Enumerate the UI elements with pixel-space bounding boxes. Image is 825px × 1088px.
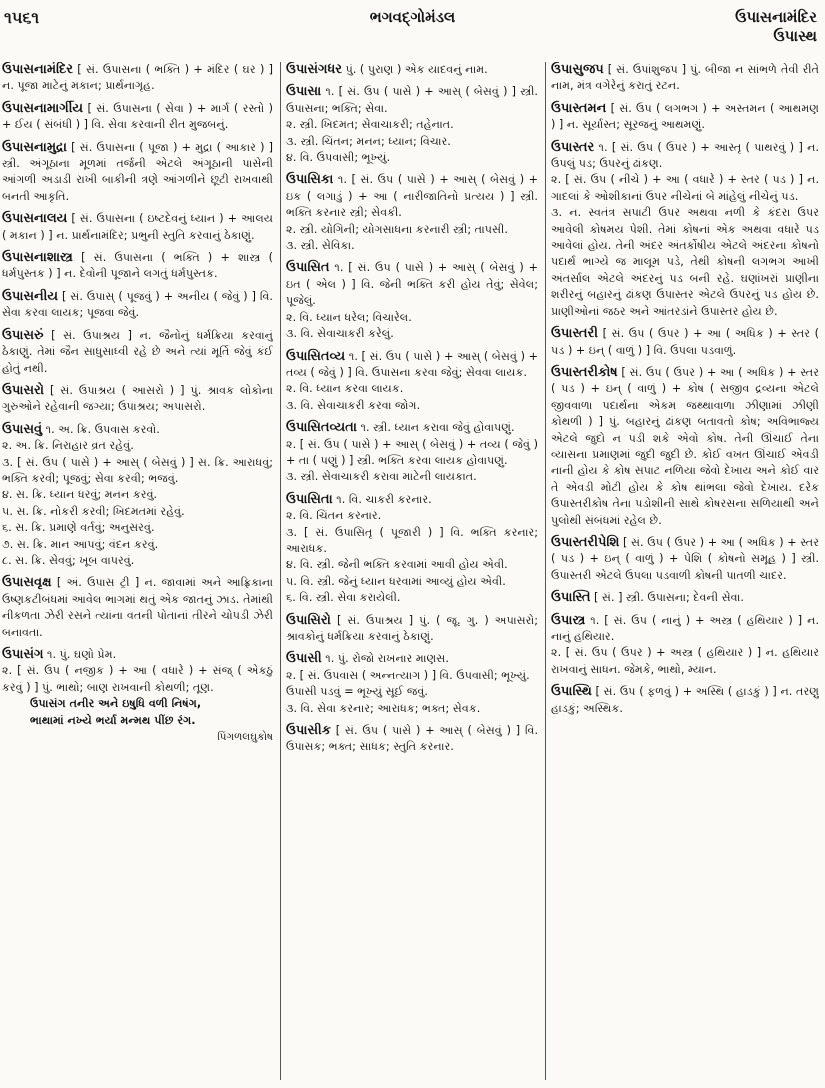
definition-line: ૧. [ સં. ઉપ ( પાસે ) + આસ્ ( બેસવું ) + ઇક ( લગાડું ) + આ ( નારીજાતિનો પ્રત્યય ) ] સ્ત્રી. ભક્તિ કરનાર સ્ત્રી; સેવકી. (286, 173, 538, 220)
definition-line: [ સં. ઉપાસના ( સેવા ) + માર્ગ ( રસ્તો ) + ઈય ( સંબંધી ) ] વિ. સેવા કરવાની રીત મુજબનું. (2, 101, 273, 132)
headword: ઉપાસંગ (2, 647, 44, 662)
headword: ઉપાસિત (286, 260, 330, 276)
definition-line: [ સં. ઉપાસના ( ભક્તિ ) + મંદિર ( ઘર ) ] ન. પૂજા માટેનું મકાન; પ્રાર્થનાગૃહ. (2, 63, 273, 93)
dictionary-entry (286, 349, 538, 415)
headword: ઉપાસીક (286, 723, 331, 739)
headword: ઉપાસવૃક્ષ (2, 575, 52, 591)
definition-line: [ સં. ઉપ ( ફળવું ) + અસ્થિ ( હાડકું ) ] ન. તરણુ હાડકું; અસ્થિક. (551, 685, 819, 715)
definition-line: [ સં. ઉપાશ્રય ] પું. ( જૂ. ગુ. ) અપાસરો; શ્રાવકોનું ધર્મક્રિયા કરવાનું ઠેકાણું. (286, 613, 538, 643)
definition-line: ૨. સ્ત્રી. યોગિની; યોગસાધના કરનારી સ્ત્રી; તાપસી. (286, 222, 508, 236)
column-right (551, 62, 819, 1084)
headword: ઉપાસનાલય (2, 211, 68, 227)
headword: ઉપાસ્થિ (551, 684, 592, 700)
definition-line: ૩. ન. સ્વતંત્ર સપાટી ઉપર અથવા નળી કે કંદરા ઉપર આવેલી કોષમય પેશી. તેમાં કોષનાં એક અથવા વધારે પડ આવેલાં હોય. તેની અંદર અંતર્કોષીય એટલે અંદરના કોષનો પદાર્થ ભાગ્યે જ માલૂમ પડે, તેથી કોષની લગભગ આખી અંતર્સાલ એટલે અંદરનું પડ બની રહે. ઘણાંખરાં પ્રાણીના શરીરનું બહારનું ઢાંકણ ઉપાસ્તર એટલે ઉપરનું પડ હોય છે. પ્રાણીઓનાં જઠર અને આંતરડાંને ઉપાસ્તર હોય છે. (551, 206, 819, 318)
definition-line: ૨. [ સં. ઉપવાસ ( અન્નત્યાગ ) ] વિ. ઉપવાસી; ભૂખ્યું. (286, 668, 530, 682)
definition-line: ૨. વિ. ચિંતન કરનાર. (286, 509, 382, 523)
headword: ઉપાસ્તરી (551, 326, 598, 342)
definition-line: [ સં. ઉપ ( ઉપર ) + આ ( અધિક ) + સ્તર ( પડ ) + ઇન્ ( વાળું ) ] વિ. ઉપલા પડવાળું. (551, 327, 819, 357)
entry-columns (0, 62, 825, 1084)
definition-line: ૧. સ્ત્રી. ધ્યાન કરાવા જેવું હોવાપણું. (360, 421, 515, 435)
headword: ઉપાસુજપ (551, 62, 604, 77)
dictionary-entry (551, 365, 819, 529)
definition-line: ૩. વિ. સેવાચાકરી કરવા જોગ. (286, 398, 421, 412)
dictionary-entry (2, 250, 273, 283)
definition-line: ૩. સ્ત્રી. સેવિકા. (286, 239, 355, 253)
headword: ઉપાસનામાર્ગીય (2, 100, 84, 116)
definition-line: ૬. સ. ક્રિ. પ્રમાણે વર્તવું; અનુસરવું. (2, 521, 155, 535)
definition-line: ૮. સ. ક્રિ. સેવવું; ખૂબ વાપરવું. (2, 553, 135, 567)
definition-line: [ સં. ઉપ ( લગભગ ) + અસ્તમન ( આથમણ ) ] ન. સૂર્યાસ્ત; સૂરજનું આથમણું. (551, 101, 819, 132)
definition-line: [ સં. ઉપાસના ( ભક્તિ ) + શાસ્ત્ર ( ધર્મપુસ્તક ) ] ન. દેવોની પૂજાને લગતું ધર્મપુસ્તક. (2, 251, 273, 281)
definition-line: ૨. સ્ત્રી. ખિદમત; સેવાચાકરી; તહેનાત. (286, 118, 454, 132)
dictionary-entry (286, 260, 538, 342)
definition-line: [ સં. ઉપાંશુજપ ] પું. બીજા ન સાંભળે તેવી રીતે નામ, મંત્ર વગેરેનું કરાતું રટન. (551, 63, 819, 93)
guide-word-last: ઉપાસ્થ (773, 27, 817, 45)
dictionary-entry (551, 140, 819, 320)
definition-line: [ સં. ઉપાશ્રય ( આસરો ) ] પું. શ્રાવક લોકોના ગુરુઓને રહેવાની જગ્યા; ઉપાશ્રય; અપાસરો. (2, 383, 273, 414)
dictionary-entry (551, 326, 819, 359)
definition-line: ૫. વિ. સ્ત્રી. જેનું ધ્યાન ધરવામાં આવ્યું હોય એવી. (286, 574, 506, 588)
dictionary-entry (551, 684, 819, 717)
dictionary-entry (2, 211, 273, 244)
definition-line: ૧. વિ. ચાકરી કરનાર. (336, 492, 432, 506)
definition-line: ૩. વિ. સેવા કરનાર; આરાધક; ભક્ત; સેવક. (286, 701, 481, 715)
column-left (2, 62, 273, 1084)
dictionary-entry (2, 383, 273, 416)
headword: ઉપાસ્તર (551, 139, 595, 155)
definition-line: ૨. વિ. ધ્યાન ધરેલ; વિચારેલ. (286, 310, 412, 324)
page-title: ભગવદ્ગોમંડલ (369, 8, 456, 26)
headword: ઉપાસંગધર (286, 62, 342, 77)
column-middle (286, 62, 538, 1084)
dictionary-entry (2, 647, 273, 745)
headword: ઉપાસિરો (286, 612, 331, 628)
dictionary-entry (2, 101, 273, 134)
headword: ઉપાસા (286, 84, 322, 100)
definition-line: [ સં. ઉપાસ્ ( પૂજવું ) + અનીય ( જેવું ) ] વિ. સેવા કરવા લાયક; પૂજવા જેવું. (2, 289, 273, 320)
definition-line: ૪. વિ. ઉપવાસી; ભૂખ્યું. (286, 151, 391, 165)
dictionary-entry (551, 590, 819, 606)
definition-line: ૩. [ સં. ઉપ ( પાસે ) + આસ્ ( બેસવું ) ] સ. ક્રિ. આરાધવું; ભક્તિ કરવી; પૂજવું; સેવા કરવી; ભજવું. (2, 455, 273, 485)
definition-line: ઉપાસી પડવું = ભૂખ્યું સૂઈ જવું. (286, 685, 428, 699)
definition-line: ૬. વિ. સ્ત્રી. સેવા કરાયેલી. (286, 591, 401, 605)
headword: ઉપાસી (286, 651, 322, 667)
headword: ઉપાસ્તરીકોષ (551, 364, 618, 380)
quotation-line: ઉપાસંગ તનીર અને ઇષુધિ વળી નિષંગ, (30, 697, 202, 711)
definition-line: [ સં. ઉપ ( ઉપર ) + આ ( અધિક ) + સ્તર ( પડ ) + ઇન્ ( વાળું ) + કોષ ( સજીવ દ્રવ્યના એટલે જીવવાળા પદાર્થના એકમ જથ્થાવાળા ઝીણામાં ઝીણી કોથળી ) ] પું. બહારનું ઢાંકણ બતાવતો કોષ; અવિભાજ્ય એટલે જુદો ન પડી શકે એવો કોષ. તેની ઊંચાઈ તેના વ્યાસના પ્રમાણમાં જુદી જુદી છે. કોઈ વખત ઊંચાઈ એવડી નાની હોય કે કોષ સપાટ નળિયા જેવો દેખાય અને કોઈ વાર તે એવડી મોટી હોય કે કોષ થાંભલા જેવો દેખાય. દરેક ઉપાસ્તરીકોષ તેના પડોશીની સાથે કોષરસના સળિયાથી અને પુલોથી સંબંધમાં રહેલ છે. (551, 365, 819, 527)
definition-line: ૫. સ. ક્રિ. નોકરી કરવી; ખિદમતમાં રહેવું. (2, 504, 185, 518)
dictionary-entry (286, 492, 538, 607)
definition-line: ૪. વિ. સ્ત્રી. જેની ભક્તિ કરવામાં આવી હોય એવી. (286, 558, 508, 572)
headword: ઉપાસિતવ્યતા (286, 420, 357, 436)
dictionary-entry (2, 328, 273, 377)
definition-line: ૨. [ સં. ઉપ ( નજીક ) + આ ( વધારે ) + સંજ્ ( એકઠું કરવું ) ] પું. ભાથો; બાણ રાખવાની કોથળી; તૂણ. (2, 664, 273, 694)
headword: ઉપાસ્તરીપેશિ (551, 534, 620, 550)
definition-line: ૩. સ્ત્રી. સેવાચાકરી કરાવા માટેની લાયકાત. (286, 470, 477, 484)
definition-line: [ સં. ઉપ ( પાસે ) + આસ્ ( બેસવું ) ] વિ. ઉપાસક; ભક્ત; સાધક; સ્તુતિ કરનાર. (286, 724, 538, 754)
definition-line: ૨. વિ. ધ્યાન કરવા લાયક. (286, 382, 404, 396)
headword: ઉપાસરો (2, 382, 44, 398)
definition-line: [ સં. ઉપ ( ઉપર ) + આ ( અધિક ) + સ્તર ( પડ ) + ઇન્ ( વાળું ) + પેશિ ( કોષનો સમૂહ ) ] સ્ત્રી. ઉપાસ્તરી એટલે ઉપલા પડવાળી કોષની પાતળી ચાદર. (551, 535, 819, 582)
page-number: ૧૫૬૧ (4, 8, 40, 27)
dictionary-entry (551, 101, 819, 134)
dictionary-entry (286, 420, 538, 486)
definition-line: [ સં. ઉપાસના ( પૂજા ) + મુદ્રા ( આકાર ) ] સ્ત્રી. અંગૂઠાના મૂળમાં તર્જની એટલે અંગૂઠાની પાસેની આંગળી અડાડી રાખી બાકીની ત્રણે આંગળીને છૂટી રાખવાથી બનતી આકૃતિ. (2, 140, 273, 203)
definition-line: ૩. [ સં. ઉપાસિતૃ ( પૂજારી ) ] વિ. ભક્તિ કરનાર; આરાધક. (286, 525, 538, 555)
definition-line: ૧. [ સં. ઉપ ( પાસે ) + આસ્ ( બેસવું ) + ઇત ( એલ ) ] વિ. જેની ભક્તિ કરી હોય તેવું; સેવેલ; પૂજેલું. (286, 261, 538, 308)
headword: ઉપાસરું (2, 327, 44, 343)
headword: ઉપાસ્તિ (551, 590, 591, 606)
definition-line: ૧. [ સં. ઉપ ( પાસે ) + આસ્ ( બેસવું ) ] સ્ત્રી. ઉપાસના; ભક્તિ; સેવા. (286, 85, 538, 115)
definition-line: ૨. [ સં. ઉપ ( પાસે ) + આસ્ ( બેસવું ) + તવ્ય ( જેવું ) + તા ( પણું ) ] સ્ત્રી. ભક્તિ કરવા લાયક હોવાપણું. (286, 437, 538, 467)
definition-line: ૧. [ સં. ઉપ ( નાનું ) + અસ્ત્ર ( હથિયાર ) ] ન. નાનું હથિયાર. (551, 613, 819, 643)
headword: ઉપાસ્તમન (551, 100, 607, 116)
dictionary-entry (2, 289, 273, 322)
headword: ઉપાસનામંદિર (2, 62, 73, 77)
page-header (0, 6, 825, 58)
headword: ઉપાસ્ત્ર (551, 612, 586, 628)
quotation-line: ભાથામાં નખ્યે ભર્યા મન્મથ પીંછ રંગ. (30, 713, 196, 727)
dictionary-entry (551, 535, 819, 584)
dictionary-entry (286, 651, 538, 717)
definition-line: ૨. [ સં. ઉપ ( નીચે ) + આ ( વધારે ) + સ્તર ( પડ ) ] ન. ગાદલાં કે ઓશીકાનાં ઉપર નીચેનાં બે માંહેલું નીચેનું પડ. (551, 173, 819, 203)
guide-word-first: ઉપાસનામંદિર (735, 8, 817, 26)
headword: ઉપાસનાશાસ્ત્ર (2, 250, 73, 266)
dictionary-entry (286, 723, 538, 756)
definition-line: પું. ( પુરાણ ) એક યાદવનું નામ. (345, 63, 488, 76)
definition-line: ૧. પું. ઘણો પ્રેમ. (47, 648, 117, 661)
definition-line: [ સં. ઉપાસના ( ઇષ્ટદેવનું ધ્યાન ) + આલય ( મકાન ) ] ન. પ્રાર્થનામંદિર; પ્રભુની સ્તુતિ કરવાનું ઠેકાણું. (2, 212, 273, 242)
dictionary-entry (551, 62, 819, 95)
guide-words (735, 8, 817, 46)
definition-line: ૨. અ. ક્રિ. નિરાહાર વ્રત રહેવું. (2, 439, 134, 453)
dictionary-entry (2, 422, 273, 570)
definition-line: ૩. વિ. સેવાચાકરી કરેલું. (286, 327, 394, 341)
definition-line: ૧. પું. રોજો રાખનાર માણસ. (325, 652, 449, 666)
quotation-source: પિંગળલઘુકોષ (217, 731, 273, 744)
dictionary-entry (2, 140, 273, 206)
definition-line: [ સં. ] સ્ત્રી. ઉપાસના; દેવની સેવા. (594, 591, 744, 605)
headword: ઉપાસનીય (2, 288, 59, 304)
headword: ઉપાસિકા (286, 172, 334, 188)
definition-line: ૧. અ. ક્રિ. ઉપવાસ કરવો. (45, 422, 160, 436)
definition-line: ૧. [ સં. ઉપ ( ઉપર ) + આસ્તૃ ( પાથરવું ) ] ન. ઉપલું પડ; ઉપરનું ઢાંકણ. (551, 140, 819, 171)
definition-line: ૧. [ સં. ઉપ ( પાસે ) + આસ્ ( બેસવું ) + તવ્ય ( જેવું ) ] વિ. ઉપાસના કરવા જેવું; સેવવા લાયક. (286, 349, 538, 379)
headword: ઉપાસિતા (286, 491, 333, 507)
definition-line: [ સં. ઉપાશ્રય ] ન. જૈનોનું ધર્મક્રિયા કરવાનું ઠેકાણું. તેમાં જૈન સાધુસાધ્વી રહે છે અને ત્યાં મૂર્તિ જેવું કંઈ હોતું નથી. (2, 328, 273, 375)
dictionary-entry (551, 613, 819, 679)
dictionary-entry (2, 575, 273, 641)
dictionary-entry (2, 62, 273, 95)
dictionary-entry (286, 84, 538, 166)
definition-line: ૪. સ. ક્રિ. ધ્યાન ધરવું; મનન કરવું. (2, 488, 158, 502)
dictionary-entry (286, 172, 538, 254)
dictionary-entry (286, 613, 538, 646)
dictionary-entry (286, 62, 538, 78)
headword: ઉપાસનામુદ્રા (2, 139, 67, 155)
definition-line: ૨. [ સં. ઉપ ( ઉપર ) + અસ્ત્ર ( હથિયાર ) ] ન. હથિયાર રાખવાનું સાધન. જેમકે, ભાથો, મ્યાન. (551, 646, 819, 676)
definition-line: [ અં. ઉપાસ ટ્રી ] ન. જાવામાં અને આફ્રિકાના ઉષ્ણકટીબંધમાં આવેલ ભાગમાં થતું એક જાતનું ઝાડ. તેમાંથી નીકળતા ઝેરી રસને ત્યાંના વતની પોતાનાં તીરને ચોપડી ઝેરી બનાવતા. (2, 576, 273, 639)
headword: ઉપાસિતવ્ય (286, 348, 346, 364)
headword: ઉપાસવું (2, 421, 43, 437)
definition-line: ૭. સ. ક્રિ. માન આપવું; વંદન કરવું. (2, 537, 159, 551)
definition-line: ૩. સ્ત્રી. ચિંતન; મનન; ધ્યાન; વિચાર. (286, 134, 451, 148)
